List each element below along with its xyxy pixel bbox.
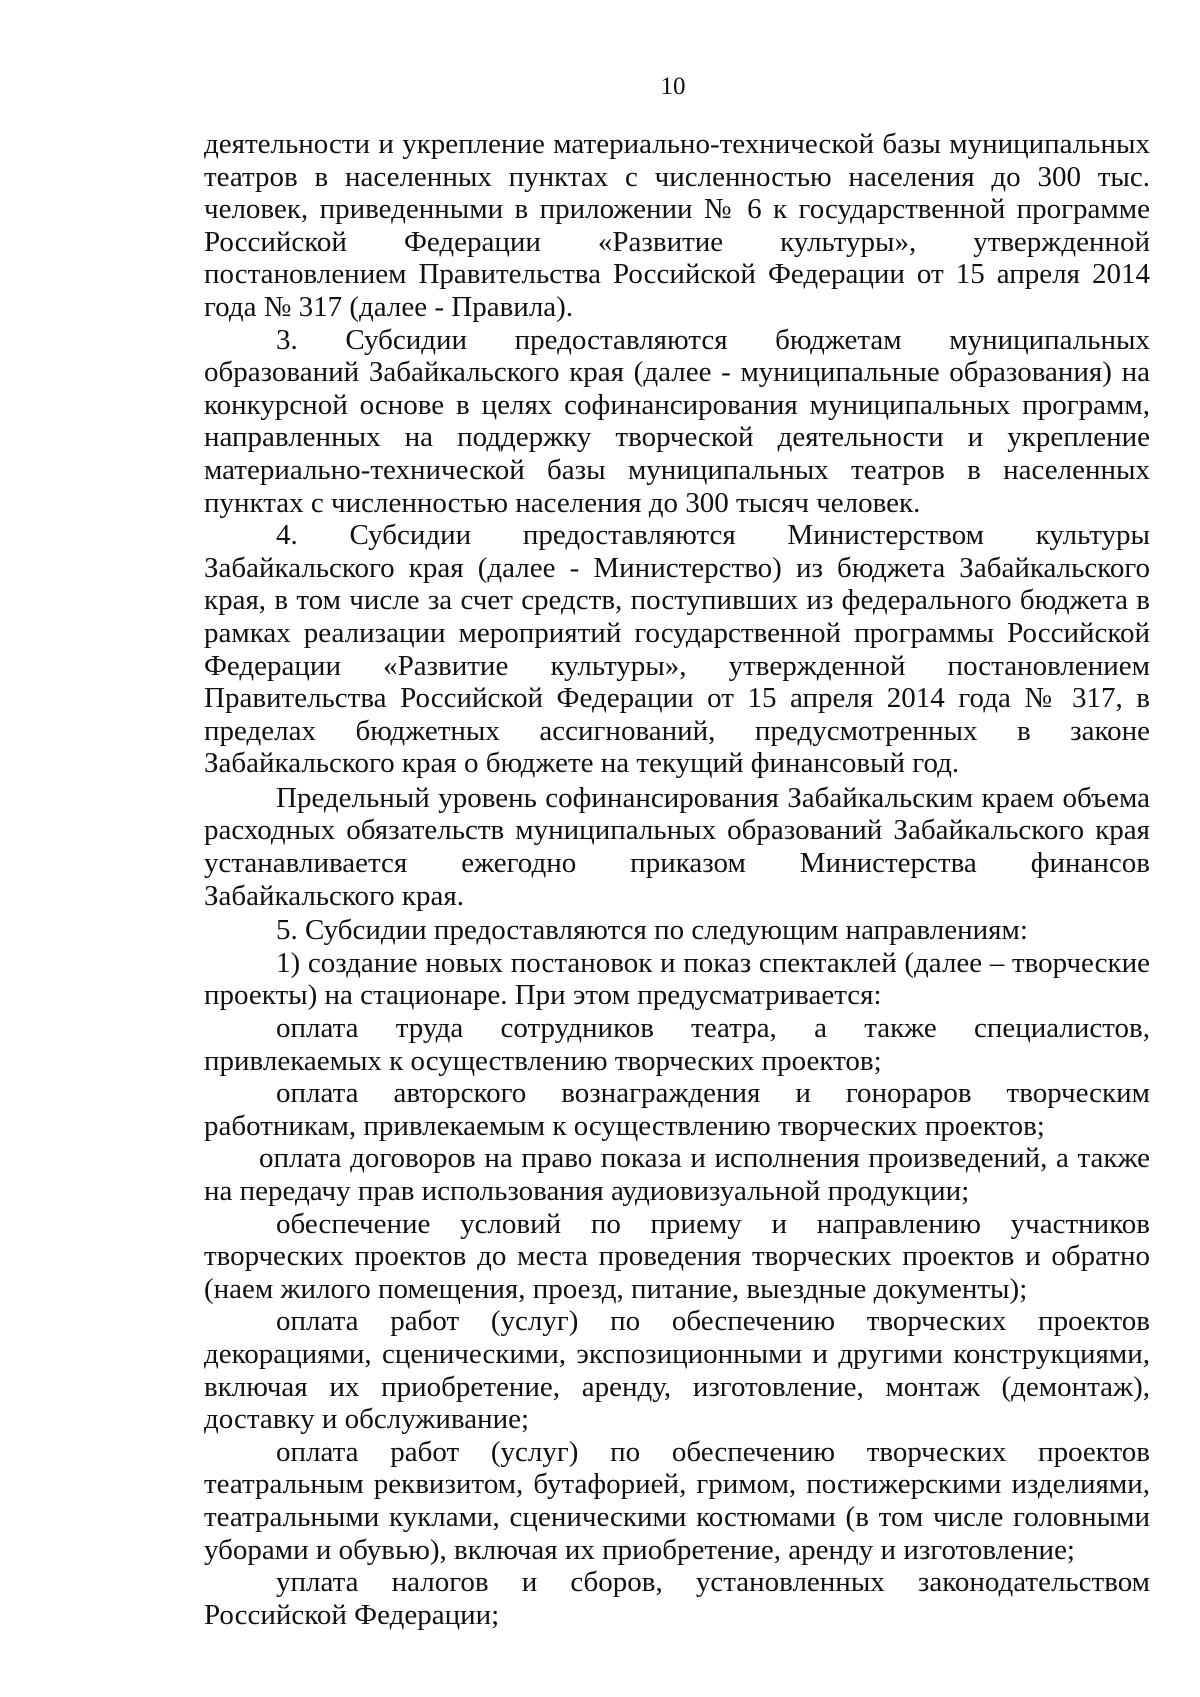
document-body [204,128,1150,1631]
paragraph-author-fees: оплата авторского вознаграждения и гонораров творческим работникам, привлекаемым к осуществлению творческих проектов; [204,1077,1150,1142]
paragraph-cofinancing-level: Предельный уровень софинансирования Забайкальским краем объема расходных обязательств муниципальных образований Забайкальского края устанавливается ежегодно приказом Министерства финансов Забайкальского края. [204,781,1150,912]
paragraph-props-costumes: оплата работ (услуг) по обеспечению творческих проектов театральным реквизитом, бутафорией, гримом, постижерскими изделиями, театральными куклами, сценическими костюмами (в том числе головными уборами и обувью), включая их приобретение, аренду и изготовление; [204,1435,1150,1566]
paragraph-rights-contracts: оплата договоров на право показа и исполнения произведений, а также на передачу прав использования аудиовизуальной продукции; [204,1142,1150,1207]
paragraph-staff-pay: оплата труда сотрудников театра, а также специалистов, привлекаемых к осуществлению творческих проектов; [204,1012,1150,1077]
paragraph-clause-3: 3. Субсидии предоставляются бюджетам муниципальных образований Забайкальского края (далее - муниципальные образования) на конкурсной основе в целях софинансирования муниципальных программ, направленных на поддержку творческой деятельности и укрепление материально-технической базы муниципальных театров в населенных пунктах с численностью населения до 300 тысяч человек. [204,323,1150,519]
paragraph-clause-4: 4. Субсидии предоставляются Министерством культуры Забайкальского края (далее - Министерство) из бюджета Забайкальского края, в том числе за счет средств, поступивших из федерального бюджета в рамках реализации мероприятий государственной программы Российской Федерации «Развитие культуры», утвержденной постановлением Правительства Российской Федерации от 15 апреля 2014 года № 317, в пределах бюджетных ассигнований, предусмотренных в законе Забайкальского края о бюджете на текущий финансовый год. [204,519,1150,780]
paragraph-participant-travel: обеспечение условий по приему и направлению участников творческих проектов до места проведения творческих проектов и обратно (наем жилого помещения, проезд, питание, выездные документы); [204,1207,1150,1305]
paragraph-decorations: оплата работ (услуг) по обеспечению творческих проектов декорациями, сценическими, экспозиционными и другими конструкциями, включая их приобретение, аренду, изготовление, монтаж (демонтаж), доставку и обслуживание; [204,1305,1150,1436]
paragraph-taxes: уплата налогов и сборов, установленных законодательством Российской Федерации; [204,1566,1150,1631]
paragraph-clause-5: 5. Субсидии предоставляются по следующим направлениям: [276,914,1028,947]
paragraph-continuation: деятельности и укрепление материально-технической базы муниципальных театров в населенных пунктах с численностью населения до 300 тыс. человек, приведенными в приложении № 6 к государственной программе Российской Федерации «Развитие культуры», утвержденной постановлением Правительства Российской Федерации от 15 апреля 2014 года № 317 (далее - Правила). [204,128,1150,323]
paragraph-item-1: 1) создание новых постановок и показ спектаклей (далее – творческие проекты) на стационаре. При этом предусматривается: [204,946,1150,1012]
page-number: 10 [660,73,686,100]
